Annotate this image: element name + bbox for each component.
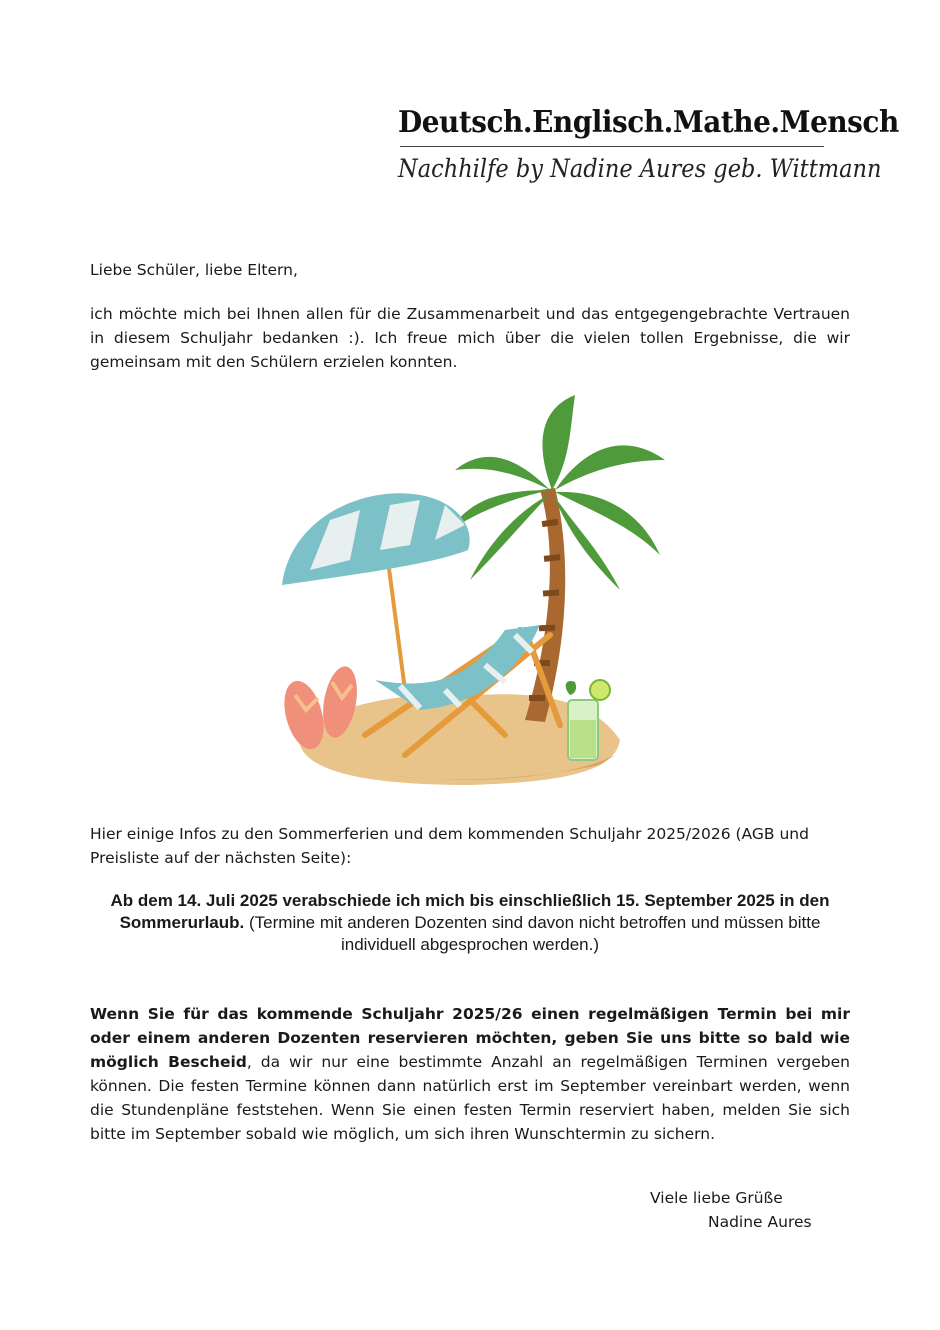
header-logo <box>398 105 899 185</box>
intro-paragraph: Hier einige Infos zu den Sommerferien und dem kommenden Schuljahr 2025/2026 (AGB und Preisliste auf der nächsten Seite): <box>90 825 809 867</box>
beach-scene-icon <box>270 390 680 790</box>
booking-paragraph <box>90 1002 850 1146</box>
logo-title: Deutsch.Englisch.Mathe.Mensch <box>398 105 899 140</box>
greeting: Liebe Schüler, liebe Eltern, <box>90 261 298 279</box>
logo-divider <box>400 146 824 147</box>
signature-name: Nadine Aures <box>708 1213 812 1231</box>
thanks-paragraph: ich möchte mich bei Ihnen allen für die Zusammenarbeit und das entgegengebrachte Vertrauen in diesem Schuljahr bedanken :). Ich freue mich über die vielen tollen Ergebnisse, die wir gemeinsam mit den Schülern erzielen konnten. <box>90 305 850 371</box>
vacation-notice-note: (Termine mit anderen Dozenten sind davon nicht betroffen und müssen bitte individuell abgesprochen werden.) <box>249 913 821 954</box>
vacation-notice <box>90 890 850 956</box>
booking-paragraph-bold: Wenn Sie für das kommende Schuljahr 2025/26 einen regelmäßigen Termin bei mir oder einem anderen Dozenten reservieren möchten, geben Sie uns bitte so bald wie möglich Bescheid <box>90 1005 850 1071</box>
closing-block <box>650 1186 812 1234</box>
closing-phrase: Viele liebe Grüße <box>650 1189 783 1207</box>
booking-paragraph-rest: , da wir nur eine bestimmte Anzahl an regelmäßigen Terminen vergeben können. Die festen Termine können dann natürlich erst im September vereinbart werden, wenn die Stundenpläne feststehen. Wenn Sie einen festen Termin reserviert haben, melden Sie sich bitte im September sobald wie möglich, um sich ihren Wunschtermin zu sichern. <box>90 1053 850 1143</box>
vacation-notice-bold: Ab dem 14. Juli 2025 verabschiede ich mich bis einschließlich 15. September 2025 in den Sommerurlaub. <box>110 891 830 932</box>
logo-subtitle: Nachhilfe by Nadine Aures geb. Wittmann <box>398 154 882 183</box>
